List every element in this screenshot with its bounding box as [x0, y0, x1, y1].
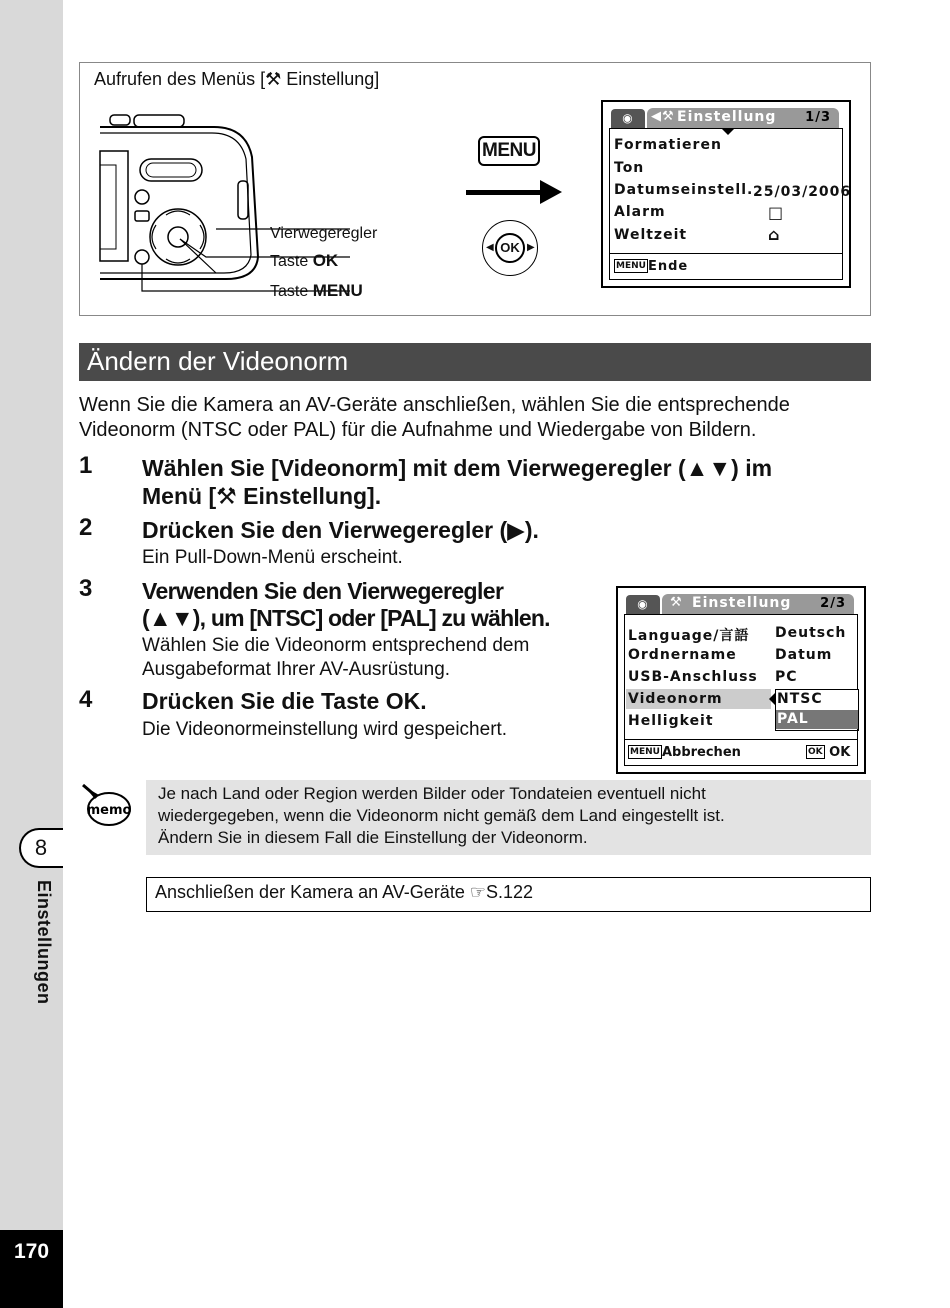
menu-row-label: Formatieren [614, 137, 722, 153]
callout-menu-prefix: Taste [270, 283, 313, 300]
menu-row-label: Weltzeit [614, 227, 688, 243]
right-arrow-icon [466, 190, 544, 195]
menu-row-value: PC [775, 669, 798, 685]
menu-key-icon: MENU [616, 261, 646, 271]
pulldown-option-ntsc: NTSC [776, 690, 858, 710]
memo-line: wiedergegeben, wenn die Videonorm nicht gemäß dem Land eingestellt ist. [158, 806, 725, 825]
menu-key-icon: MENU [478, 136, 540, 166]
pulldown-option-pal: PAL [776, 710, 858, 729]
cancel-footer-label: Abbrechen [661, 745, 741, 760]
chapter-sidebar [0, 0, 63, 1308]
pad-right-icon: ▶ [527, 242, 535, 253]
camera-back-illustration [96, 107, 376, 307]
menu-footer [614, 259, 688, 274]
settings-page-indicator: 2/3 [820, 596, 846, 611]
menu-row-label: Ton [614, 160, 645, 176]
step-description: Wählen Sie die Videonorm entsprechend dem [142, 635, 530, 656]
step-title: Verwenden Sie den Vierwegeregler [142, 578, 504, 604]
settings-screen-page2 [616, 586, 866, 774]
settings-list-page2 [624, 614, 858, 766]
callout-ok-prefix: Taste [270, 253, 313, 270]
menu-footer-label: Ende [647, 259, 689, 274]
step-description: Ein Pull-Down-Menü erscheint. [142, 547, 403, 568]
settings-tab-title: Einstellung [692, 595, 792, 611]
ok-button-icon: OK [495, 233, 525, 263]
menu-row-label: Helligkeit [628, 713, 714, 729]
step-title: (▲▼), um [NTSC] oder [PAL] zu wählen. [142, 605, 550, 631]
settings-tab [662, 594, 854, 614]
step-title: Drücken Sie die Taste OK. [142, 688, 427, 714]
settings-screen-page1 [601, 100, 851, 288]
memo-note [146, 780, 871, 855]
menu-key-icon: MENU [630, 747, 660, 757]
wrench-icon: ⚒ [670, 595, 683, 610]
menu-access-caption: Aufrufen des Menüs [⚒ Einstellung] [94, 69, 380, 89]
callout-four-way-controller: Vierwegeregler [270, 225, 378, 242]
settings-tab [647, 108, 839, 128]
home-icon: ⌂ [768, 225, 781, 244]
pad-left-icon: ◀ [486, 242, 494, 253]
callout-ok-key: OK [312, 251, 339, 270]
memo-icon [81, 783, 131, 829]
step-number: 4 [79, 686, 93, 713]
callout-ok-button [270, 251, 338, 271]
callout-menu-key: MENU [312, 281, 363, 300]
videonorm-pulldown [775, 689, 859, 731]
menu-row-label: USB-Anschluss [628, 669, 758, 685]
right-arrow-head-icon [540, 180, 562, 204]
step-description: Die Videonormeinstellung wird gespeichert. [142, 719, 508, 740]
menu-row-label: Ordnername [628, 647, 737, 663]
callout-menu-button [270, 281, 363, 301]
cross-reference-link[interactable]: Anschließen der Kamera an AV-Geräte ☞S.122 [146, 877, 871, 912]
menu-row-value: Datum [775, 647, 833, 663]
camera-tab-icon: ◉ [626, 595, 660, 614]
step-title: Wählen Sie [Videonorm] mit dem Vierwegeregler (▲▼) im [142, 455, 773, 481]
ok-footer-label: OK [829, 745, 851, 760]
wrench-icon: ◀⚒ [651, 109, 675, 124]
step-title: Menü [⚒ Einstellung]. [142, 483, 382, 509]
menu-row-value: 25/03/2006 [753, 184, 852, 200]
settings-list-page1 [609, 128, 852, 280]
menu-row-label: Alarm [614, 204, 666, 220]
alarm-off-icon: □ [768, 203, 785, 222]
section-intro: Wenn Sie die Kamera an AV-Geräte anschließen, wählen Sie die entsprechende Videonorm (NTSC oder PAL) für die Aufnahme und Wiedergabe von Bildern. [79, 394, 790, 441]
menu-row-label: Datumseinstell. [614, 182, 754, 198]
menu-row-label-selected: Videonorm [628, 691, 723, 707]
ok-key-icon: OK [808, 747, 823, 757]
step-number: 2 [79, 514, 93, 541]
settings-page-indicator: 1/3 [805, 110, 831, 125]
step-number: 3 [79, 575, 93, 602]
chapter-label: Einstellungen [34, 880, 54, 1005]
memo-line: Je nach Land oder Region werden Bilder oder Tondateien eventuell nicht [158, 784, 706, 803]
section-heading: Ändern der Videonorm [79, 343, 871, 381]
step-number: 1 [79, 452, 93, 479]
memo-line: Ändern Sie in diesem Fall die Einstellung der Videonorm. [158, 828, 588, 847]
chapter-number: 8 [19, 828, 63, 868]
four-way-ok-pad-icon [482, 220, 538, 276]
step-description: Ausgabeformat Ihrer AV-Ausrüstung. [142, 659, 451, 680]
menu-row-value: Deutsch [775, 625, 847, 641]
menu-row-label: Language/言語 [628, 628, 750, 644]
page-number: 170 [0, 1230, 63, 1308]
ok-footer [806, 745, 850, 760]
camera-tab-icon: ◉ [611, 109, 645, 128]
memo-icon-label: memo [86, 803, 131, 818]
step-title: Drücken Sie den Vierwegeregler (▶). [142, 517, 539, 543]
cancel-footer [628, 745, 741, 760]
settings-tab-title: Einstellung [677, 109, 777, 125]
